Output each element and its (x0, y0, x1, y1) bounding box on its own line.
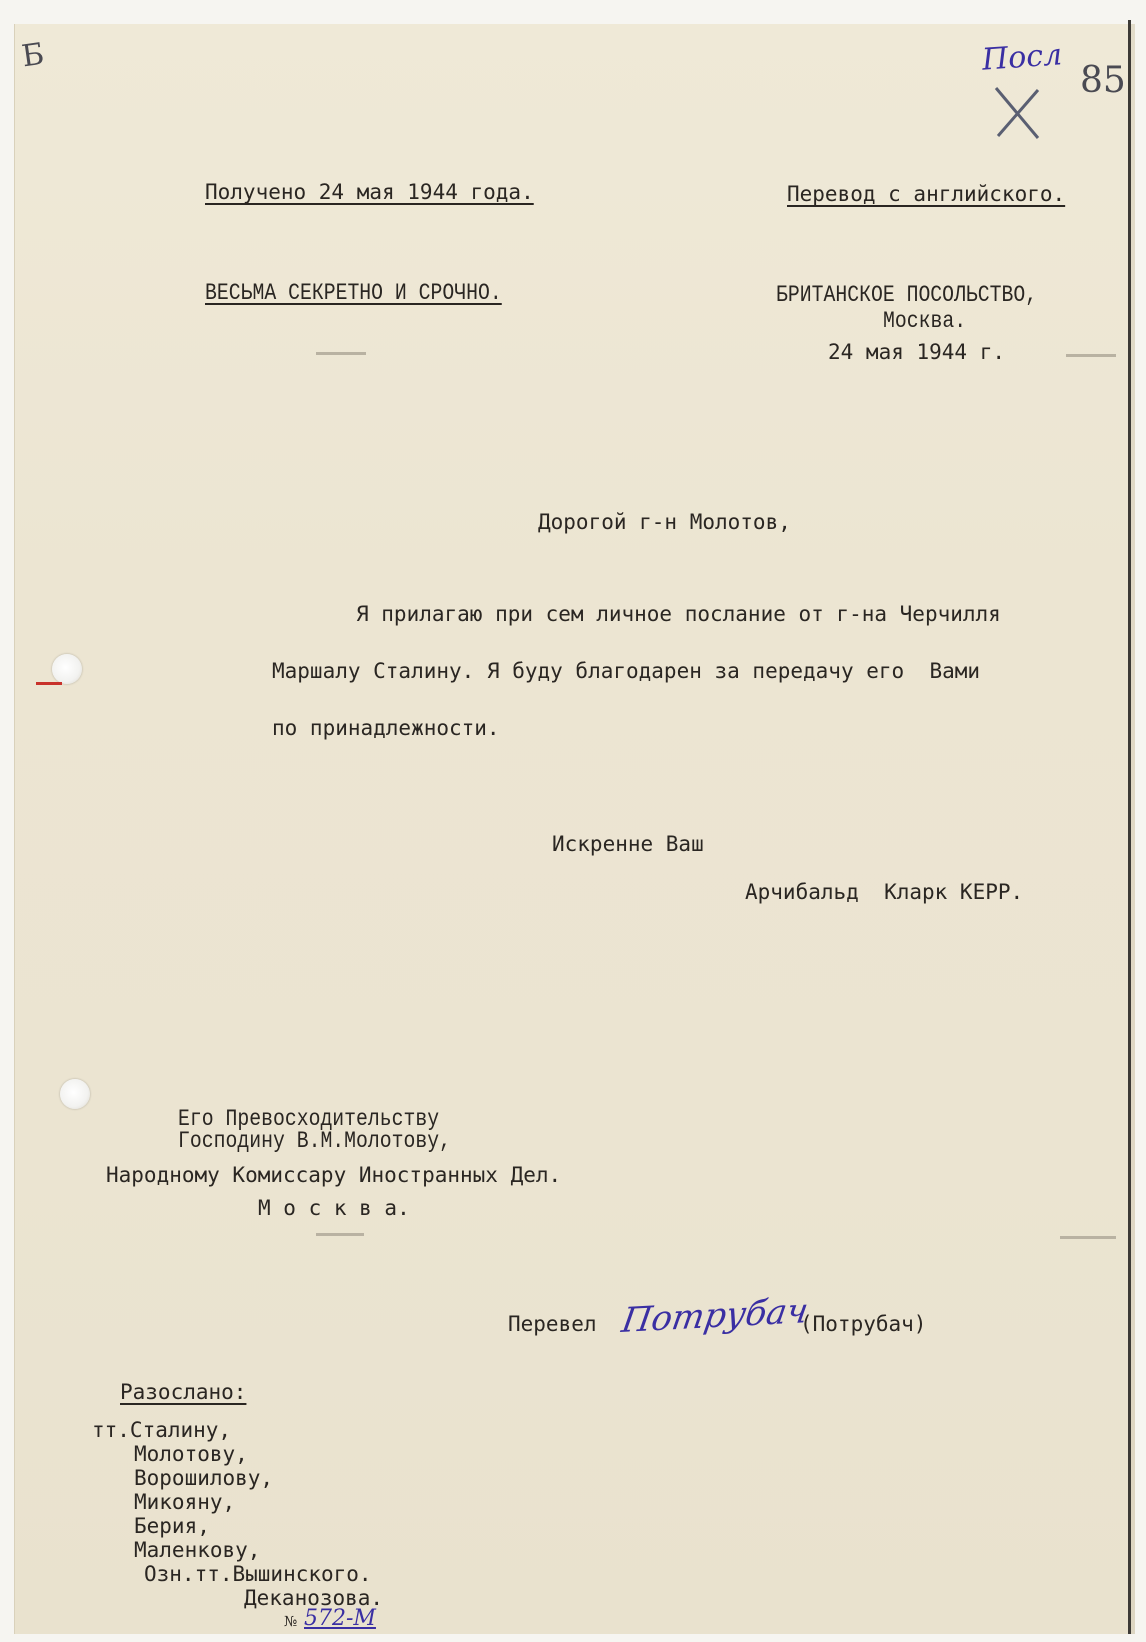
translator-signature: Потрубач (618, 1290, 812, 1342)
distribution-heading: Разослано: (120, 1380, 247, 1404)
distribution-item: Берия, (134, 1514, 210, 1538)
punch-hole-lower (60, 1079, 90, 1109)
fold-mark-right-bottom (1060, 1236, 1116, 1239)
classification-stamp: ВЕСЬМА СЕКРЕТНО И СРОЧНО. (205, 280, 502, 306)
fold-mark-left-bottom (316, 1233, 364, 1236)
body-line-1: Я прилагаю при сем личное послание от г-на Черчилля (356, 602, 1001, 626)
page-number: 85 (1080, 60, 1126, 101)
closing-phrase: Искренне Ваш (552, 832, 704, 856)
distribution-item: тт.Сталину, (92, 1418, 232, 1442)
punch-hole-upper (52, 654, 82, 684)
sender-organization: БРИТАНСКОЕ ПОСОЛЬСТВО, (776, 282, 1038, 308)
received-date-line: Получено 24 мая 1944 года. (205, 180, 534, 204)
fold-mark-right-top (1066, 354, 1116, 357)
addressee-line-2: Господину В.М.Молотову, (178, 1128, 452, 1154)
distribution-item: Молотову, (134, 1442, 248, 1466)
corner-cross-mark (992, 84, 1044, 142)
translation-note: Перевод с английского. (787, 182, 1066, 206)
fold-mark-left-top (316, 352, 366, 355)
distribution-item: Озн.тт.Вышинского. (144, 1562, 372, 1586)
red-margin-mark (36, 682, 62, 685)
body-line-3: по принадлежности. (272, 716, 500, 740)
addressee-line-1: Его Превосходительству (178, 1106, 440, 1132)
body-line-2: Маршалу Сталину. Я буду благодарен за передачу его Вами (272, 659, 981, 683)
distribution-item: Ворошилову, (134, 1466, 274, 1490)
distribution-item: Деканозова. (244, 1586, 384, 1610)
registration-number-prefix: № (284, 1614, 298, 1630)
addressee-line-4: М о с к в а. (258, 1196, 410, 1220)
corner-ink-note: Поcл (980, 37, 1064, 78)
addressee-line-3: Народному Комиссару Иностранных Дел. (106, 1163, 562, 1187)
salutation: Дорогой г-н Молотов, (538, 510, 791, 534)
signatory-name: Арчибальд Кларк КЕРР. (745, 880, 1024, 904)
translator-label: Перевел (508, 1312, 597, 1336)
distribution-item: Маленкову, (134, 1538, 261, 1562)
sender-city: Москва. (883, 308, 967, 334)
registration-number: 572-М (304, 1606, 376, 1631)
translator-name: (Потрубач) (800, 1312, 927, 1336)
distribution-item: Микояну, (134, 1490, 236, 1514)
paper-edge-shadow (1128, 20, 1131, 1634)
top-left-pencil-mark: Б (19, 36, 47, 75)
sender-date: 24 мая 1944 г. (828, 340, 1006, 364)
